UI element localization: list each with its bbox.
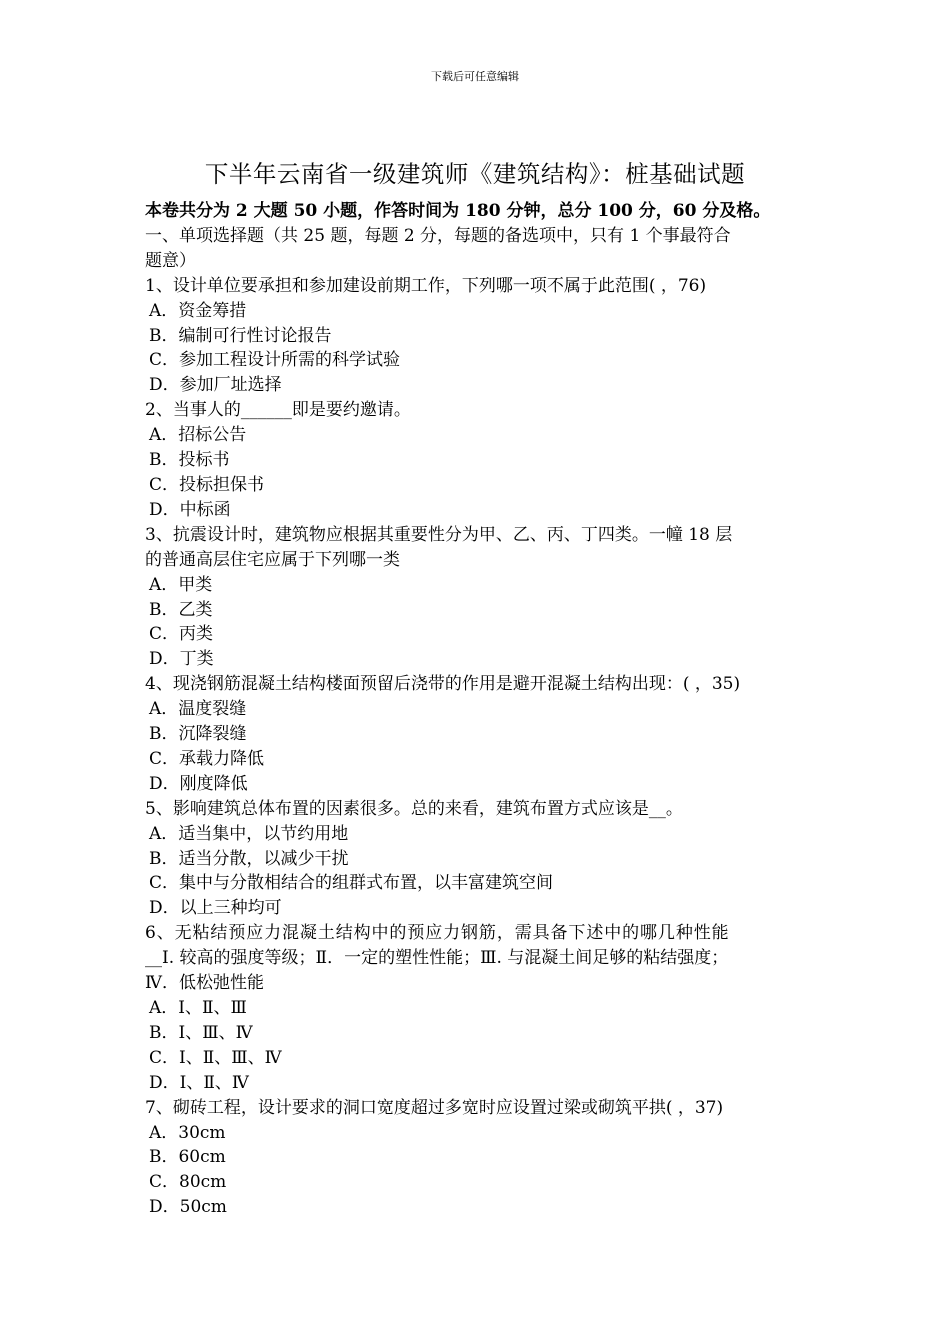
header-note: 下载后可任意编辑 [431,70,519,83]
option-c[interactable]: C．承载力降低 [149,748,265,769]
option-b[interactable]: B．适当分散，以减少干扰 [149,848,349,869]
option-c[interactable]: C．Ⅰ、Ⅱ、Ⅲ、Ⅳ [149,1047,282,1068]
option-c[interactable]: C．集中与分散相结合的组群式布置，以丰富建筑空间 [149,873,554,894]
page-title: 下半年云南省一级建筑师《建筑结构》：桩基础试题 [204,160,746,188]
question-3 [145,523,820,672]
question-5 [145,797,820,922]
option-a[interactable]: A．温度裂缝 [149,699,247,720]
question-1 [145,274,820,399]
option-a[interactable]: A．30cm [149,1122,226,1143]
option-a[interactable]: A．招标公告 [149,425,247,446]
option-b[interactable]: B．60cm [149,1147,226,1168]
question-stem: 2、当事人的______即是要约邀请。 [145,400,411,421]
option-b[interactable]: B．Ⅰ、Ⅲ、Ⅳ [149,1022,253,1043]
question-stem-continued: Ⅳ．低松弛性能 [145,973,264,994]
option-d[interactable]: D．刚度降低 [149,773,248,794]
option-c[interactable]: C．参加工程设计所需的科学试验 [149,350,401,371]
option-c[interactable]: C．丙类 [149,624,214,645]
section-heading: 一、单项选择题（共 25 题，每题 2 分，每题的备选项中，只有 1 个事最符合 [145,225,731,246]
option-b[interactable]: B．投标书 [149,450,230,471]
question-stem: 7、砌砖工程，设计要求的洞口宽度超过多宽时应设置过梁或砌筑平拱( ，37) [145,1097,724,1118]
option-d[interactable]: D．丁类 [149,649,214,670]
option-b[interactable]: B．编制可行性讨论报告 [149,325,332,346]
option-d[interactable]: D．参加厂址选择 [149,375,282,396]
question-stem: 4、现浇钢筋混凝土结构楼面预留后浇带的作用是避开混凝土结构出现：( ，35) [145,674,741,695]
question-6 [145,921,820,1095]
option-c[interactable]: C．投标担保书 [149,474,265,495]
option-b[interactable]: B．沉降裂缝 [149,724,247,745]
question-stem: 1、设计单位要承担和参加建设前期工作，下列哪一项不属于此范围( ，76) [145,275,707,296]
option-a[interactable]: A．适当集中，以节约用地 [149,823,349,844]
exam-intro: 本卷共分为 2 大题 50 小题，作答时间为 180 分钟，总分 100 分，60 分及格。 [145,201,771,221]
section-heading-continued: 题意） [145,250,196,271]
option-d[interactable]: D．以上三种均可 [149,898,282,919]
option-c[interactable]: C．80cm [149,1172,227,1193]
option-a[interactable]: A．Ⅰ、Ⅱ、Ⅲ [149,998,247,1018]
option-b[interactable]: B．乙类 [149,599,213,620]
question-stem-continued: __Ⅰ. 较高的强度等级；Ⅱ．一定的塑性性能；Ⅲ. 与混凝土间足够的粘结强度； [145,948,729,969]
option-d[interactable]: D．Ⅰ、Ⅱ、Ⅳ [149,1072,249,1093]
question-stem: 3、抗震设计时，建筑物应根据其重要性分为甲、乙、丙、丁四类。一幢 18 层 [145,524,733,545]
option-d[interactable]: D．50cm [149,1197,227,1218]
option-a[interactable]: A．资金筹措 [149,300,247,321]
question-stem: 6、无粘结预应力混凝土结构中的预应力钢筋，需具备下述中的哪几种性能 [145,923,730,944]
option-d[interactable]: D．中标函 [149,499,231,520]
question-4 [145,672,820,797]
question-2 [145,398,820,523]
question-7 [145,1096,820,1221]
question-stem-continued: 的普通高层住宅应属于下列哪一类 [145,549,400,570]
exam-content [145,199,820,1220]
question-stem: 5、影响建筑总体布置的因素很多。总的来看，建筑布置方式应该是__。 [145,798,683,819]
option-a[interactable]: A．甲类 [149,574,213,595]
